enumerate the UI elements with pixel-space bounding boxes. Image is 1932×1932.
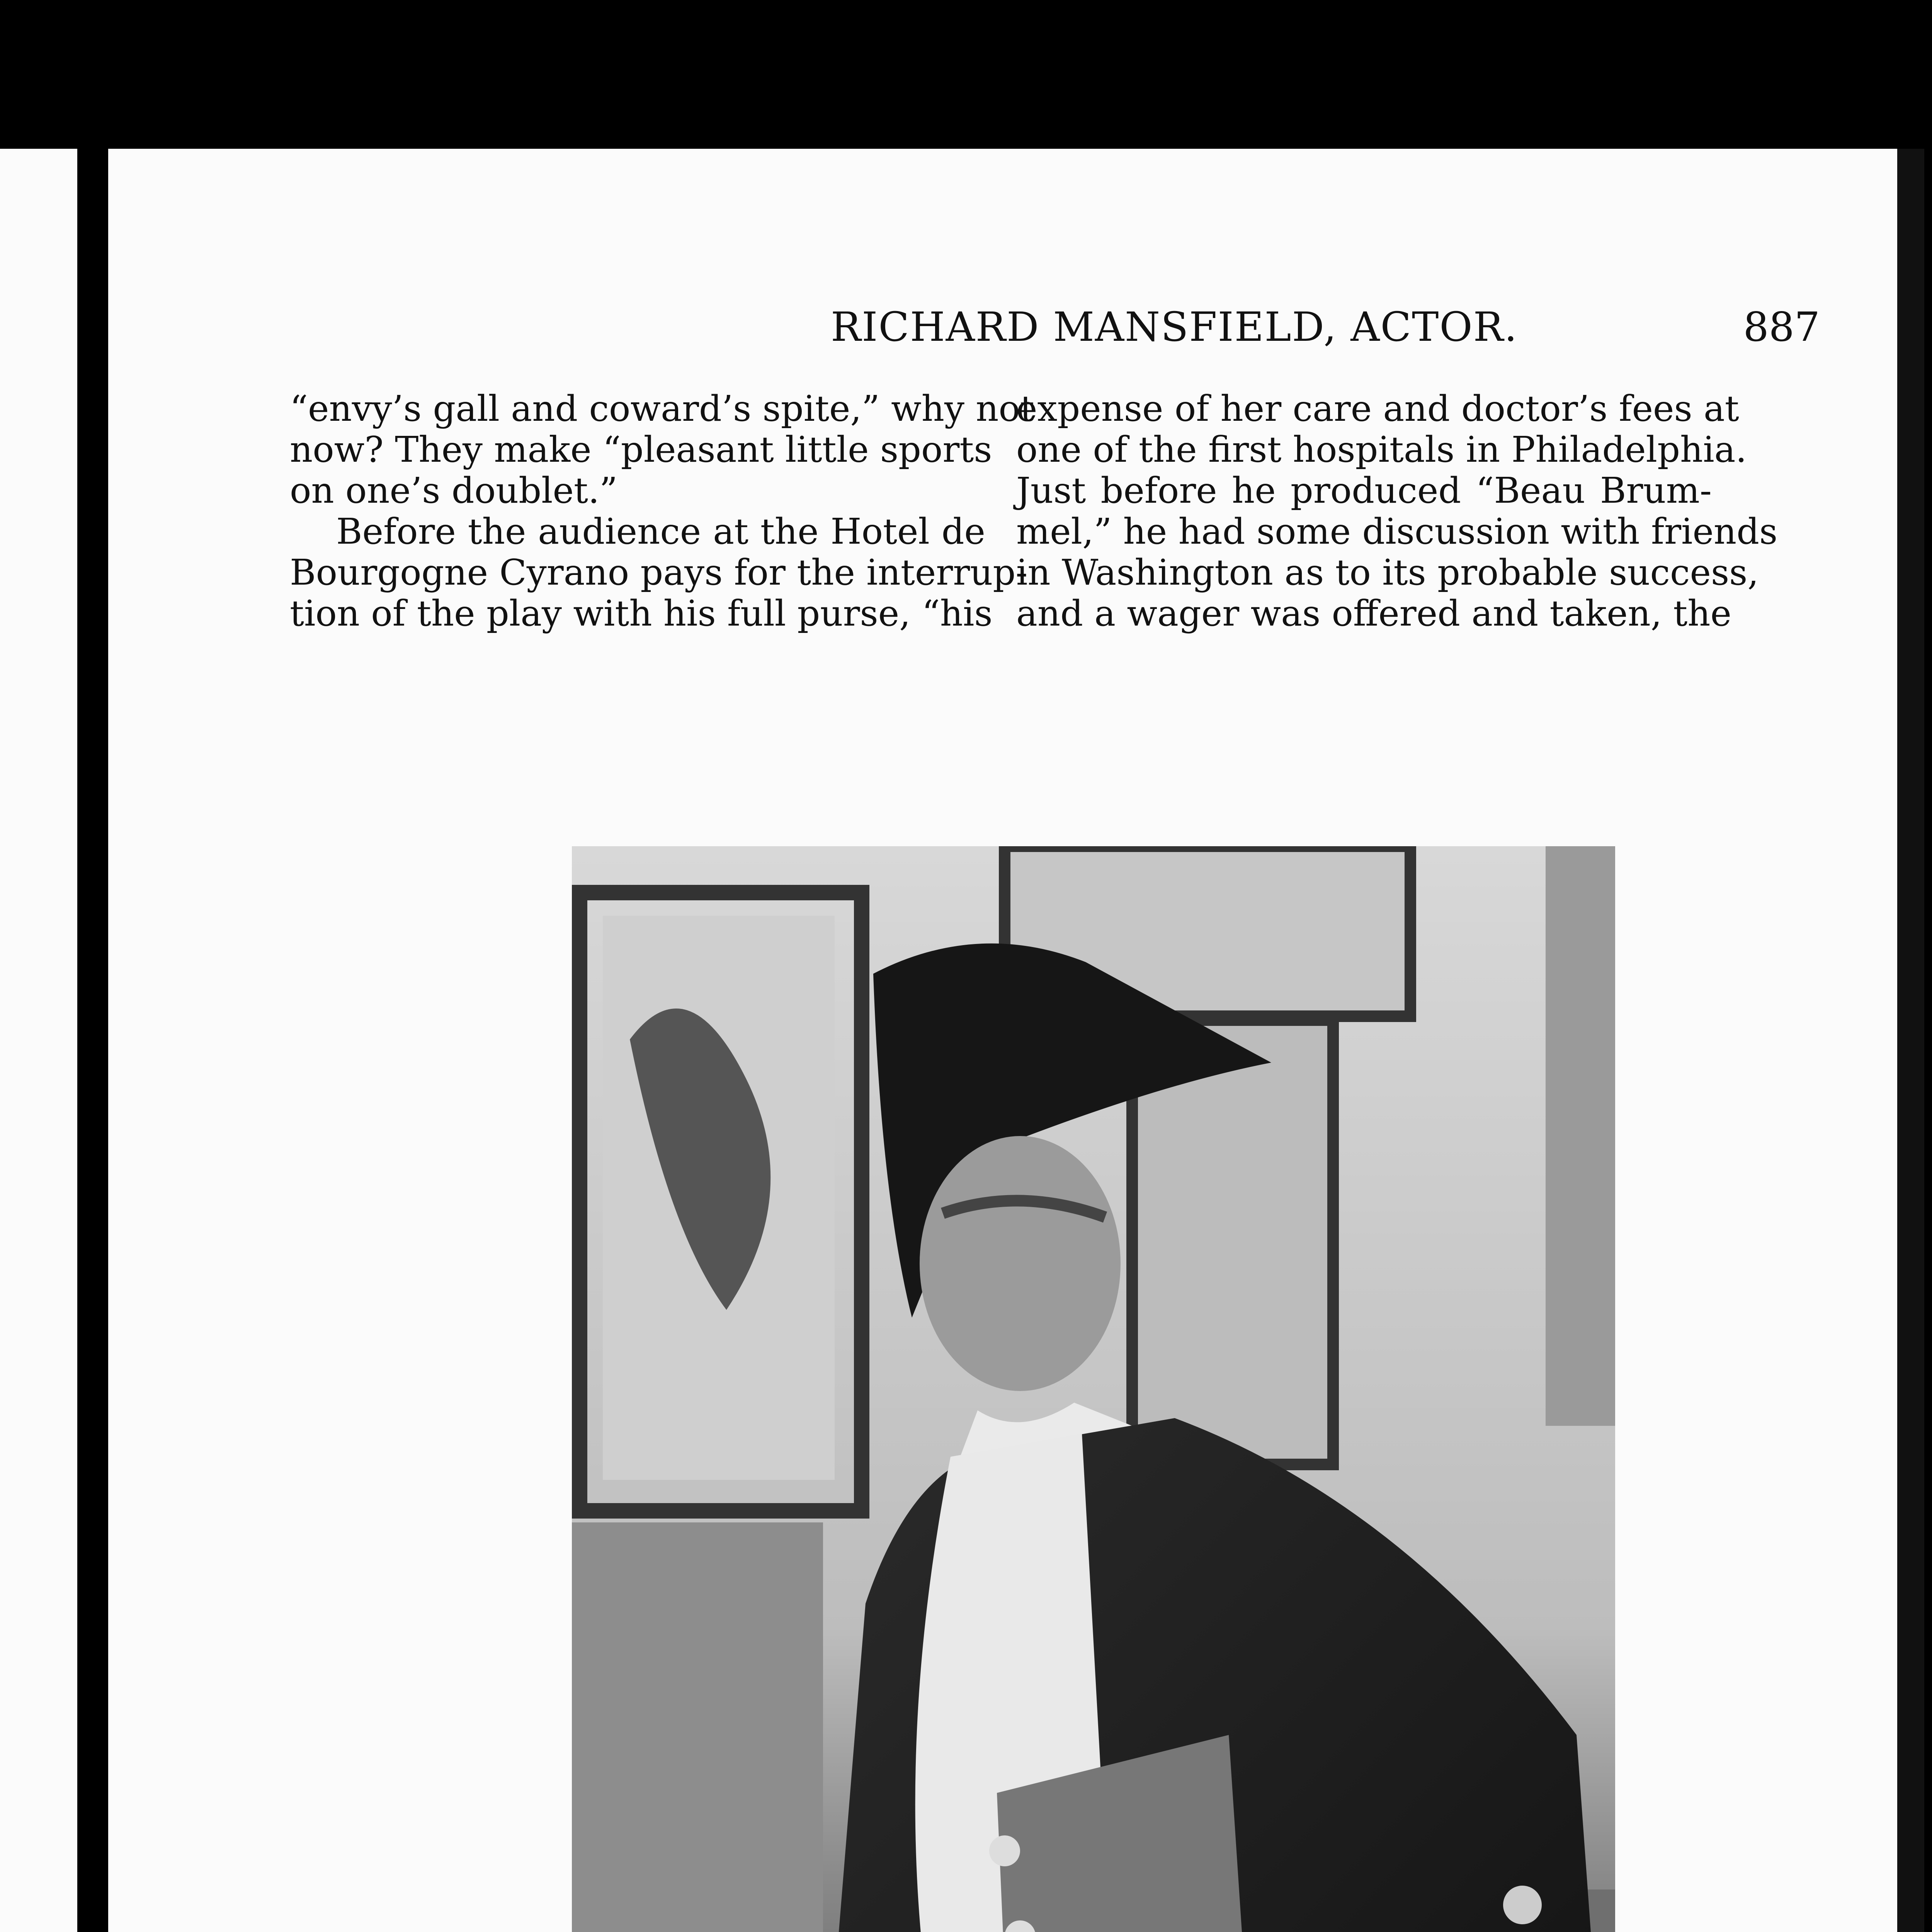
top-right-column	[1016, 388, 1778, 634]
text-line: now? They make “pleasant little sports	[290, 429, 992, 470]
text-line: “envy’s gall and coward’s spite,” why not	[290, 388, 1034, 429]
text-line: mel,” he had some discussion with friends	[1016, 511, 1778, 552]
text-line: tion of the play with his full purse, “his	[290, 593, 993, 634]
text-line: and a wager was offered and taken, the	[1016, 593, 1731, 634]
facing-page-edge	[0, 149, 77, 1932]
page-edge-shadow	[1897, 149, 1924, 1932]
top-left-column	[290, 388, 1034, 634]
running-head	[831, 303, 1820, 350]
portrait-image	[572, 846, 1615, 1932]
text-line: Bourgogne Cyrano pays for the interrup-	[290, 552, 1028, 593]
text-line: on one’s doublet.”	[290, 470, 618, 511]
page-number: 887	[1743, 303, 1820, 350]
text-line: one of the first hospitals in Philadelphia.	[1016, 429, 1747, 470]
text-line: Just before he produced “Beau Brum-	[1016, 470, 1712, 511]
text-line: in Washington as to its probable success,	[1016, 552, 1759, 593]
running-title: RICHARD MANSFIELD, ACTOR.	[831, 303, 1518, 350]
portrait-photograph	[572, 846, 1615, 1932]
book-page	[108, 149, 1924, 1932]
text-line: Before the audience at the Hotel de	[336, 511, 985, 552]
text-line: expense of her care and doctor’s fees at	[1016, 388, 1739, 429]
